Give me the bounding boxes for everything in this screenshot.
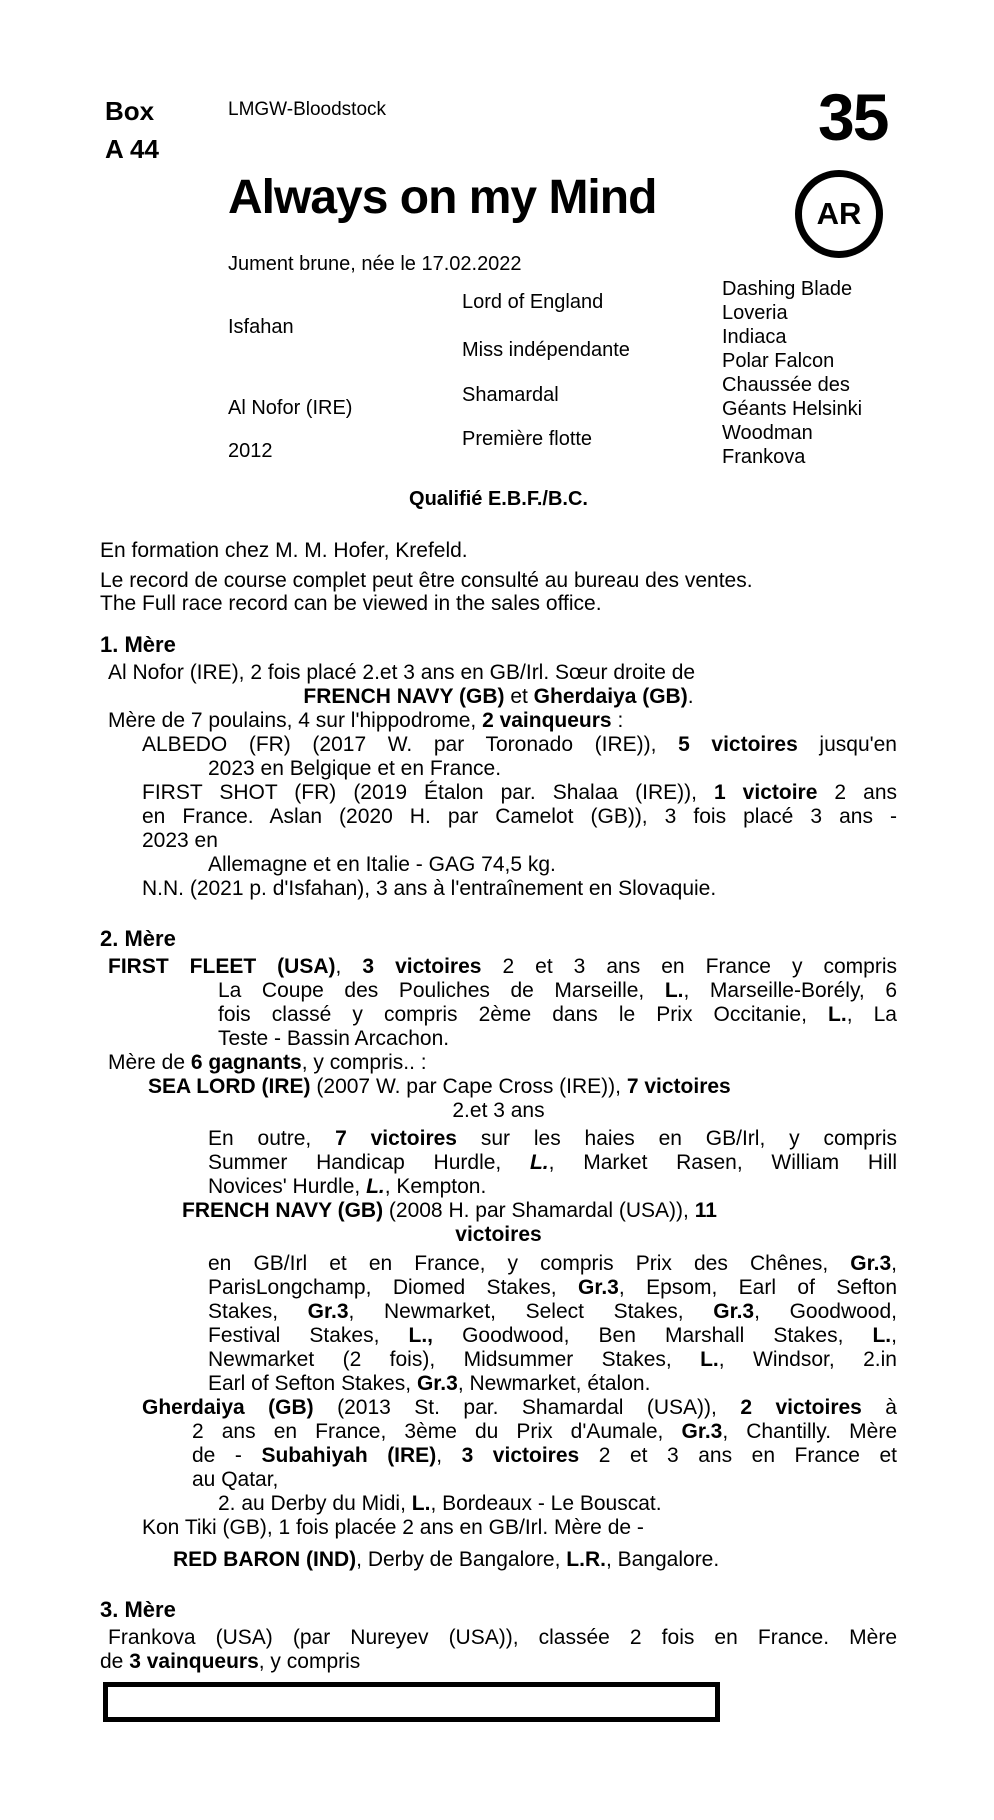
text-line: Kon Tiki (GB), 1 fois placée 2 ans en GB/Irl. Mère de - [142, 1516, 644, 1539]
text-line: Teste - Bassin Arcachon. [218, 1027, 450, 1050]
lot-number: 35 [818, 80, 888, 154]
pedigree-dam: Al Nofor (IRE) [228, 397, 353, 419]
text-line: de - Subahiyah (IRE), 3 victoires 2 et 3 ans en France et [192, 1444, 897, 1467]
pedigree-gen3-name: Géants Helsinki [722, 398, 863, 420]
pedigree-gen2-name: Shamardal [462, 384, 559, 406]
horse-name-title: Always on my Mind [228, 171, 657, 224]
pedigree-gen3-name: Woodman [722, 422, 813, 444]
pedigree-gen3 [722, 277, 862, 469]
text-line: FRENCH NAVY (GB) et Gherdaiya (GB). [303, 685, 694, 708]
pedigree-sire: Isfahan [228, 316, 294, 338]
text-line: Summer Handicap Hurdle, L., Market Rasen, William Hill [208, 1151, 897, 1174]
text-line: N.N. (2021 p. d'Isfahan), 3 ans à l'entraînement en Slovaquie. [142, 877, 717, 900]
text-line: 2023 en Belgique et en France. [208, 757, 502, 780]
text-line: Gherdaiya (GB) (2013 St. par. Shamardal (USA)), 2 victoires à [142, 1396, 897, 1419]
pedigree-gen3-name: Loveria [722, 302, 788, 324]
text-line: de 3 vainqueurs, y compris [100, 1650, 361, 1673]
text-line: FRENCH NAVY (GB) (2008 H. par Shamardal (USA)), 11 [182, 1199, 717, 1222]
text-line: ParisLongchamp, Diomed Stakes, Gr.3, Epsom, Earl of Sefton [208, 1276, 898, 1299]
pedigree-gen3-name: Frankova [722, 446, 806, 468]
brand-circle [795, 170, 883, 258]
pedigree-gen2-name: Lord of England [462, 291, 604, 313]
body-column [100, 633, 897, 1722]
text-line: La Coupe des Pouliches de Marseille, L., Marseille-Borély, 6 [218, 979, 897, 1002]
note-line: En formation chez M. M. Hofer, Krefeld. [100, 539, 468, 562]
note-line: Le record de course complet peut être consulté au bureau des ventes. [100, 569, 753, 592]
pedigree-gen2-name: Première flotte [462, 428, 593, 450]
text-line: 2. au Derby du Midi, L., Bordeaux - Le Bouscat. [218, 1492, 662, 1515]
box-label: Box [105, 96, 155, 126]
empty-notes-box [103, 1682, 720, 1722]
text-line: en France. Aslan (2020 H. par Camelot (GB)), 3 fois placé 3 ans - [142, 805, 897, 828]
text-line: ALBEDO (FR) (2017 W. par Toronado (IRE)), 5 victoires jusqu'en [142, 733, 897, 756]
section-heading: 2. Mère [100, 926, 176, 951]
text-line: en GB/Irl et en France, y compris Prix des Chênes, Gr.3, [208, 1252, 897, 1275]
brand-mark-label: AR [816, 196, 862, 231]
pedigree-gen3-name: Indiaca [722, 326, 787, 348]
text-line: victoires [455, 1223, 542, 1246]
pedigree-dam-year: 2012 [228, 440, 273, 462]
text-line: 2 ans en France, 3ème du Prix d'Aumale, Gr.3, Chantilly. Mère [192, 1420, 897, 1443]
text-line: Stakes, Gr.3, Newmarket, Select Stakes, Gr.3, Goodwood, [208, 1300, 897, 1323]
text-line: Allemagne et en Italie - GAG 74,5 kg. [208, 853, 556, 876]
consignor-name: LMGW-Bloodstock [228, 99, 387, 120]
text-line: Mère de 7 poulains, 4 sur l'hippodrome, 2 vainqueurs : [108, 709, 624, 732]
qualification-line: Qualifié E.B.F./B.C. [409, 488, 588, 510]
section-heading: 3. Mère [100, 1597, 176, 1622]
text-line: RED BARON (IND), Derby de Bangalore, L.R., Bangalore. [173, 1548, 720, 1571]
text-line: 2.et 3 ans [452, 1099, 545, 1122]
text-line: fois classé y compris 2ème dans le Prix Occitanie, L., La [218, 1003, 897, 1026]
section-heading: 1. Mère [100, 632, 176, 657]
text-line: Frankova (USA) (par Nureyev (USA)), classée 2 fois en France. Mère [108, 1626, 897, 1649]
text-line: Festival Stakes, L., Goodwood, Ben Marshall Stakes, L., [208, 1324, 897, 1347]
text-line: 2023 en [142, 829, 218, 852]
text-line: Novices' Hurdle, L., Kempton. [208, 1175, 487, 1198]
pedigree-text [100, 633, 897, 1674]
text-line: Mère de 6 gagnants, y compris.. : [108, 1051, 427, 1074]
text-line: FIRST SHOT (FR) (2019 Étalon par. Shalaa (IRE)), 1 victoire 2 ans [142, 781, 897, 804]
text-line: Earl of Sefton Stakes, Gr.3, Newmarket, étalon. [208, 1372, 651, 1395]
box-number: A 44 [105, 134, 159, 164]
pedigree-gen3-name: Polar Falcon [722, 350, 835, 372]
horse-description: Jument brune, née le 17.02.2022 [228, 253, 522, 275]
text-line: FIRST FLEET (USA), 3 victoires 2 et 3 ans en France y compris [108, 955, 898, 978]
notes-block [100, 539, 910, 615]
pedigree-gen3-name: Dashing Blade [722, 278, 853, 300]
text-line: En outre, 7 victoires sur les haies en GB/Irl, y compris [208, 1127, 897, 1150]
text-line: SEA LORD (IRE) (2007 W. par Cape Cross (IRE)), 7 victoires [148, 1075, 731, 1098]
pedigree-gen2-name: Miss indépendante [462, 339, 630, 361]
text-line: Newmarket (2 fois), Midsummer Stakes, L., Windsor, 2.in [208, 1348, 897, 1371]
note-line: The Full race record can be viewed in the sales office. [100, 592, 602, 615]
text-line: au Qatar, [192, 1468, 279, 1491]
text-line: Al Nofor (IRE), 2 fois placé 2.et 3 ans en GB/Irl. Sœur droite de [108, 661, 696, 684]
pedigree-gen3-name: Chaussée des [722, 374, 850, 396]
